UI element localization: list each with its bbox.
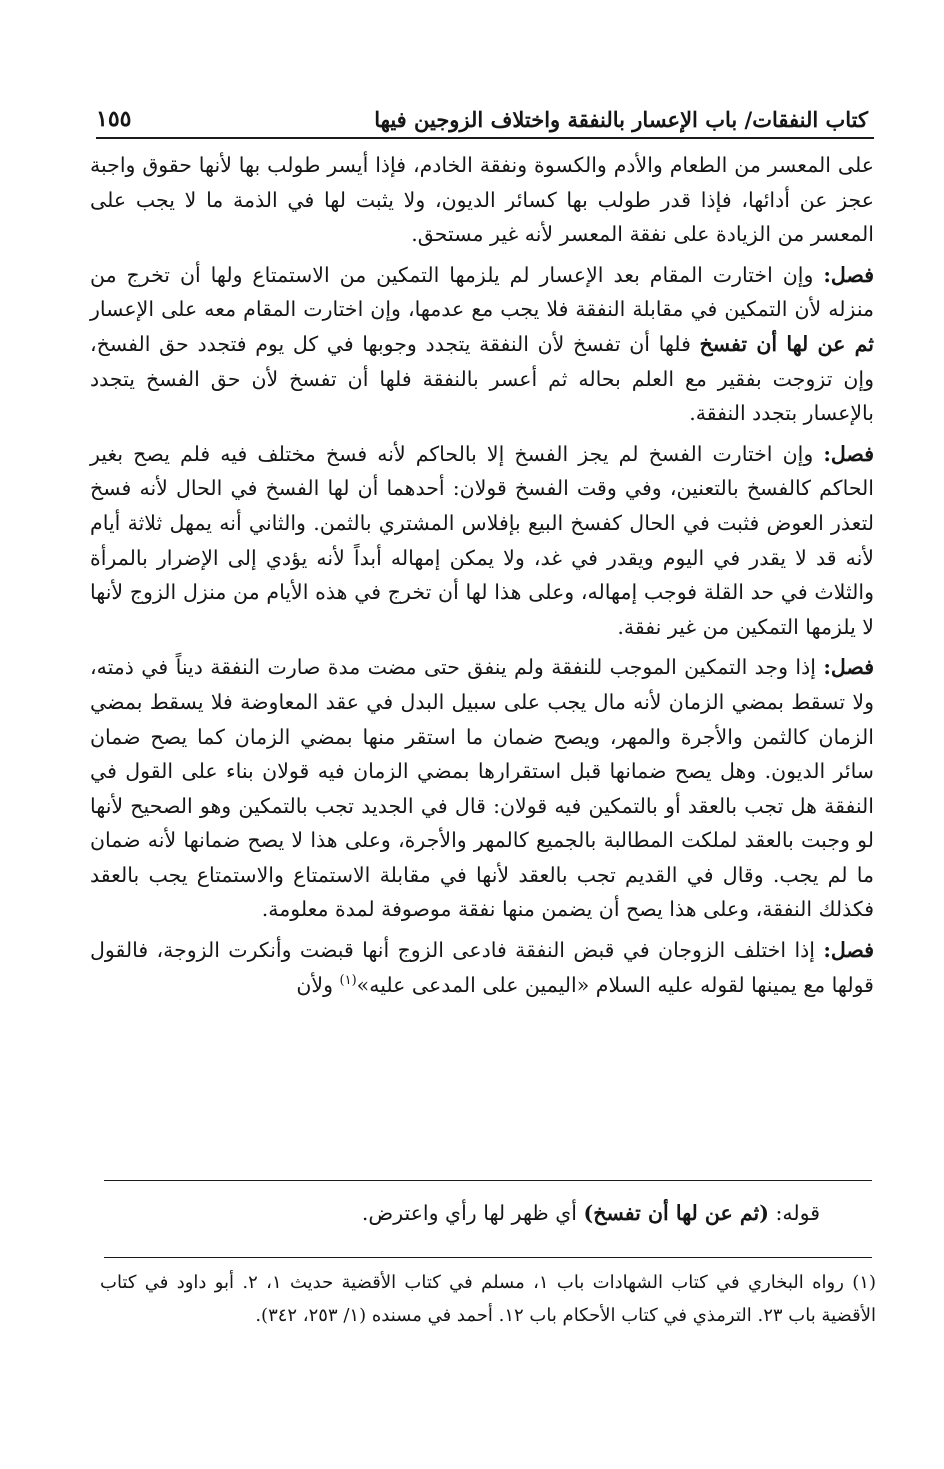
text-segment: على المعسر من الطعام والأدم والكسوة ونفقة الخادم، فإذا أيسر طولب بها لأنها حقوق واجبة عجز عن أدائها، فإذا قدر طولب بها كسائر الديون، ولا يثبت لها في الذمة ما لا يجب على المعسر من الزيادة على نفقة المعسر لأنه غير مستحق. <box>90 153 874 247</box>
page-number: ١٥٥ <box>96 106 132 132</box>
paragraph <box>90 933 874 1002</box>
paragraph <box>90 437 874 645</box>
text-segment: وإن اختارت المقام بعد الإعسار لم يلزمها التمكين من الاستمتاع ولها أن تخرج من منزله لأن التمكين في مقابلة النفقة فلا يجب مع عدمها، وإن اختارت المقام معه على الإعسار <box>90 262 874 322</box>
section-label: فصل: <box>823 262 874 287</box>
gloss-divider <box>104 1180 872 1181</box>
bold-phrase: ثم عن لها أن تفسخ <box>699 331 874 356</box>
gloss-explanation: أي ظهر لها رأي واعترض. <box>361 1201 584 1225</box>
section-label: فصل: <box>823 655 874 680</box>
running-header <box>96 92 868 132</box>
paragraph <box>90 148 874 252</box>
paragraph <box>90 258 874 431</box>
gloss-prefix: قوله: <box>768 1201 820 1225</box>
text-segment: إذا اختلف الزوجان في قبض النفقة فادعى الزوج أنها قبضت وأنكرت الزوجة، فالقول قولها مع يمينها لقوله عليه السلام «اليمين على المدعى عليه» <box>90 938 874 997</box>
text-segment: ولأن <box>296 972 340 997</box>
footnote-item: (١) رواه البخاري في كتاب الشهادات باب ١، مسلم في كتاب الأقضية حديث ١، ٢. أبو داود في كتاب الأقضية باب ٢٣. الترمذي في كتاب الأحكام باب ١٢. أحمد في مسنده (١/ ٢٥٣، ٣٤٢). <box>100 1272 876 1326</box>
text-segment: إذا وجد التمكين الموجب للنفقة ولم ينفق حتى مضت مدة صارت النفقة ديناً في ذمته، ولا تسقط بمضي الزمان لأنه مال يجب على سبيل البدل في عقد المعاوضة فلا يسقط بمضي الزمان كالثمن والأجرة والمهر، ويصح ضمان ما استقر منها بمضي الزمان كما يصح ضمان سائر الديون. وهل يصح ضمانها قبل استقرارها بمضي الزمان فيه قولان بناء على القول في النفقة هل تجب بالعقد أو بالتمكين فيه قولان: قال في الجديد تجب بالتمكين وهو الصحيح لأنها لو وجبت بالعقد لملكت المطالبة بالجميع كالمهر والأجرة، وعلى هذا لا يصح ضمانها لأنه ضمان ما لم يجب. وقال في القديم تجب بالعقد لأنها في مقابلة الاستمتاع والاستمتاع يجب بالعقد فكذلك النفقة، وعلى هذا يصح أن يضمن منها نفقة موصوفة لمدة معلومة. <box>90 655 874 922</box>
footnote-reference: (١) <box>339 972 357 988</box>
section-label: فصل: <box>823 938 874 963</box>
header-divider <box>96 137 874 139</box>
text-segment: وإن اختارت الفسخ لم يجز الفسخ إلا بالحاكم لأنه فسخ مختلف فيه فلم يصح بغير الحاكم كالفسخ بالتعنين، وفي وقت الفسخ قولان: أحدهما أن لها الفسخ في الحال لأنه فسخ لتعذر العوض فثبت في الحال كفسخ البيع بإفلاس المشتري بالثمن. والثاني أنه يمهل ثلاثة أيام لأنه قد لا يقدر في اليوم ويقدر في غد، ولا يمكن إمهاله أبداً لأنه يؤدي إلى الإضرار بالمرأة والثلاث في حد القلة فوجب إمهاله، وعلى هذا لها أن تخرج في هذه الأيام من منزل الزوج لأنها لا يلزمها التمكين من غير نفقة. <box>90 441 874 639</box>
paragraph <box>90 650 874 927</box>
gloss-note <box>120 1196 820 1230</box>
chapter-title: كتاب النفقات/ باب الإعسار بالنفقة واختلاف الزوجين فيها <box>374 107 868 132</box>
footnotes <box>100 1266 876 1332</box>
gloss-phrase: (ثم عن لها أن تفسخ) <box>583 1201 769 1225</box>
section-label: فصل: <box>823 441 874 466</box>
main-text <box>90 148 874 1008</box>
footnote-divider <box>104 1257 872 1258</box>
text-segment: فلها أن تفسخ لأن النفقة يتجدد وجوبها في كل يوم فتجدد حق الفسخ، وإن تزوجت بفقير مع العلم بحاله ثم أعسر بالنفقة فلها أن تفسخ لأن حق الفسخ يتجدد بالإعسار بتجدد النفقة. <box>90 331 874 426</box>
